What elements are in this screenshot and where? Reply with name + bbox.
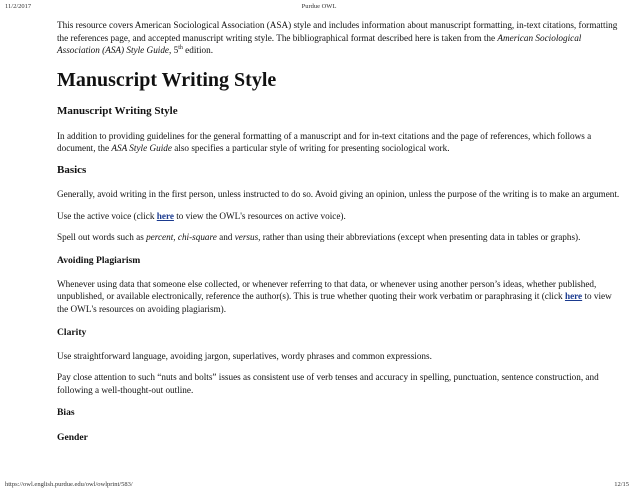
print-page-number: 12/15 — [614, 481, 629, 488]
gender-heading: Gender — [57, 432, 88, 444]
plagiarism-paragraph — [57, 278, 623, 316]
term-chi-square: chi-square — [177, 232, 217, 243]
section-guide-title: ASA Style Guide — [111, 143, 172, 154]
print-footer — [0, 481, 638, 493]
clarity-paragraph-2: Pay close attention to such “nuts and bolts” issues as consistent use of verb tenses and accuracy in spelling, punctuation, sentence construction, and following a well-thought-out outline. — [57, 372, 599, 395]
print-site-title: Purdue OWL — [301, 3, 337, 10]
basics-p3-text: Spell out words such as — [57, 232, 147, 243]
basics-p3-sep1: , — [173, 232, 178, 243]
basics-paragraph-1: Generally, avoid writing in the first person, unless instructed to do so. Avoid giving an opinion, unless the purpose of the writing is to make an argument. — [57, 188, 620, 199]
page-title: Manuscript Writing Style — [57, 68, 277, 91]
basics-p3-text-end: , rather than using their abbreviations (except when presenting data in tables or graphs). — [258, 232, 581, 243]
basics-paragraph-3 — [57, 231, 623, 244]
print-url: https://owl.english.purdue.edu/owl/owlprint/583/ — [5, 481, 133, 488]
section-heading: Manuscript Writing Style — [57, 104, 178, 117]
intro-text: This resource covers American Sociological Association (ASA) style and includes information about manuscript formatting, in-text citations, formatting the references page, and accepted manuscript writing style. The bibliographical format described here is taken from the — [57, 20, 618, 43]
basics-p3-sep2: and — [216, 232, 235, 243]
intro-paragraph — [57, 19, 623, 57]
intro-edition-suffix: edition. — [182, 45, 213, 56]
basics-p2-text-end: to view the OWL's resources on active voice). — [173, 210, 346, 221]
plagiarism-link[interactable]: here — [564, 291, 583, 302]
section-text: In addition to providing guidelines for the general formatting of a manuscript and for in-text citations and the page of references, which follows a document, the — [57, 130, 592, 154]
basics-paragraph-2 — [57, 210, 623, 223]
document-body — [57, 19, 623, 453]
clarity-paragraph-1: Use straightforward language, avoiding jargon, superlatives, wordy phrases and common expressions. — [57, 350, 432, 361]
section-paragraph — [57, 130, 623, 155]
print-date: 11/2/2017 — [5, 3, 32, 10]
intro-edition-sup: th — [178, 45, 183, 52]
term-versus: versus — [234, 232, 259, 243]
intro-edition: , 5 — [169, 45, 179, 56]
basics-p2-text: Use the active voice (click — [57, 210, 157, 221]
intro-guide-title: American Sociological Association (ASA) Style Guide — [57, 32, 582, 56]
clarity-heading: Clarity — [57, 326, 87, 338]
print-header — [0, 3, 638, 15]
term-percent: percent — [146, 232, 174, 243]
plagiarism-text: Whenever using data that someone else collected, or whenever referring to that data, or whenever using another person’s ideas, whether published, unpublished, or available electronically, reference the author(s). This is true whether quoting their work verbatim or paraphrasing it (click — [57, 278, 597, 302]
plagiarism-text-end: to view the OWL's resources on avoiding plagiarism). — [57, 291, 612, 314]
active-voice-link[interactable]: here — [156, 210, 174, 221]
basics-heading: Basics — [57, 163, 87, 176]
bias-heading: Bias — [57, 407, 75, 419]
section-text-end: also specifies a particular style of writing for presenting sociological work. — [171, 143, 450, 154]
plagiarism-heading: Avoiding Plagiarism — [57, 254, 141, 266]
